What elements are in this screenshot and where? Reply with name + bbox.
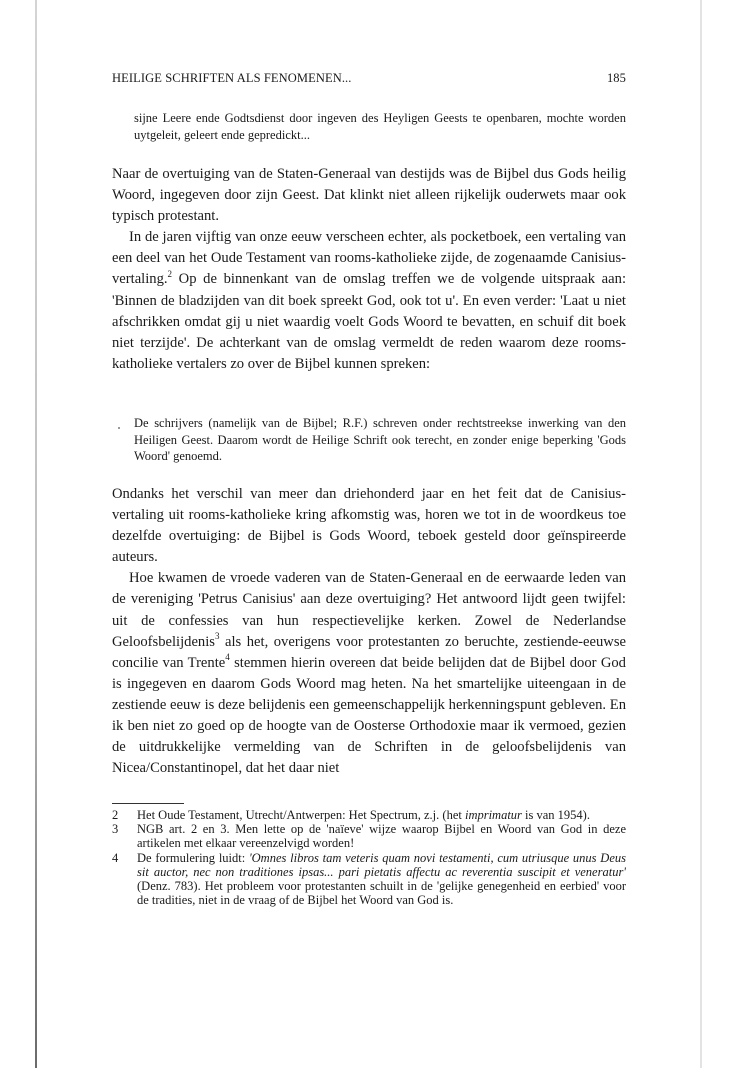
page-number: 185 [606, 71, 626, 85]
footnote-number: 4 [112, 850, 119, 865]
scan-edge-right [700, 0, 702, 1068]
footnote-4-text-a: De formulering luidt: [137, 850, 249, 865]
footnote-ref-3: 3 [214, 630, 220, 641]
scan-edge-left [35, 0, 37, 1068]
footnote-number: 2 [112, 808, 119, 822]
footnote-ref-2: 2 [167, 268, 173, 279]
footnote-ref-4: 4 [225, 651, 230, 662]
footnote-2 [112, 808, 626, 822]
footnote-4 [112, 851, 626, 908]
paragraph-2-text-b: Op de binnenkant van de omslag treffen we de volgende uitspraak aan: 'Binnen de bladzijden van dit boek spreekt God, ook tot u'. En even verder: 'Laat u niet afschrikken omdat gij u niet waardig voelt Gods Woord te bevatten, en schuif dit boek niet terzijde'. De achterkant van de omslag vermeldt de reden waarom deze rooms-katholieke vertalers zo over de Bijbel kunnen spreken: [112, 271, 626, 372]
footnote-4-italic: 'Omnes libros tam veteris quam novi testamenti, cum utriusque unus Deus sit auctor, nec non traditiones ipsas... pari pietatis affectu ac reverentia suscipit et veneratur' [137, 850, 627, 879]
paragraph-4-text-a: Hoe kwamen de vroede vaderen van de Staten-Generaal en de eerwaarde leden van de vereniging 'Petrus Canisius' aan deze overtuiging? Het antwoord lijdt geen twijfel: uit de confessies van hun respectievelijke kerken. Zowel de Nederlandse Geloofsbelijdenis [112, 570, 626, 650]
paragraph-4-text-c: stemmen hierin overeen dat beide belijden dat de Bijbel door God is ingegeven en daarom Gods Woord mag heten. Na het smartelijke uiteengaan in de zestiende eeuw is deze belijdenis een gemeenschappelijk herkenningspunt gebleven. En ik ben niet zo goed op de hoogte van de Oosterse Orthodoxie maar ik vermoed, gezien de uitdrukkelijke vermelding van de Schriften in de geloofsbelijdenis van Nicea/Constantinopel, dat het daar niet [112, 654, 626, 777]
paragraph-2 [112, 227, 626, 375]
scan-speck [118, 427, 120, 429]
footnote-4-text-b: (Denz. 783). Het probleem voor protestanten schuilt in de 'gelijke genegenheid en eerbied' voor de tradities, niet in de vraag of de Bijbel het Woord van God is. [137, 879, 626, 908]
footnote-separator [112, 803, 184, 804]
body-text-upper [112, 164, 626, 375]
footnote-number: 3 [112, 822, 119, 837]
block-quote-1: sijne Leere ende Godtsdienst door ingeven des Heyligen Geests te openbaren, mochte worden uytgeleit, geleert ende gepredickt... [134, 111, 626, 142]
paragraph-3: Ondanks het verschil van meer dan driehonderd jaar en het feit dat de Canisius-vertaling uit rooms-katholieke kring afkomstig was, horen we tot in de woordkeus toe dezelfde overtuiging: de Bijbel is Gods Woord, teboek gesteld door geïnspireerde auteurs. [112, 486, 626, 566]
block-quote-2: De schrijvers (namelijk van de Bijbel; R.F.) schreven onder rechtstreekse inwerking van den Heiligen Geest. Daarom wordt de Heilige Schrift ook terecht, en zonder enige beperking 'Gods Woord' genoemd. [134, 416, 626, 463]
paragraph-4 [112, 568, 626, 779]
paragraph-4-text-b: als het, overigens voor protestanten zo beruchte, zestiende-eeuwse concilie van Trente [112, 633, 626, 671]
running-head [112, 71, 626, 87]
running-head-title: HEILIGE SCHRIFTEN ALS FENOMENEN... [112, 71, 352, 85]
footnote-3 [112, 822, 626, 850]
paragraph-1: Naar de overtuiging van de Staten-Generaal van destijds was de Bijbel dus Gods heilig Woord, ingegeven door zijn Geest. Dat klinkt niet alleen rijkelijk ouderwets maar ook typisch protestant. [112, 166, 626, 225]
footnote-3-text: NGB art. 2 en 3. Men lette op de 'naïeve' wijze waarop Bijbel en Woord van God in deze artikelen met elkaar vereenzelvigd worden! [137, 822, 626, 851]
footnotes [112, 808, 626, 907]
footnote-2-text-a: Het Oude Testament, Utrecht/Antwerpen: Het Spectrum, z.j. (het [137, 808, 465, 822]
body-text-lower [112, 484, 626, 779]
footnote-2-text-b: is van 1954). [521, 808, 590, 822]
paragraph-2-text-a: In de jaren vijftig van onze eeuw verscheen echter, als pocketboek, een vertaling van een deel van het Oude Testament van rooms-katholieke zijde, de zogenaamde Canisius-vertaling. [112, 229, 626, 288]
footnote-2-italic: imprimatur [464, 808, 522, 822]
